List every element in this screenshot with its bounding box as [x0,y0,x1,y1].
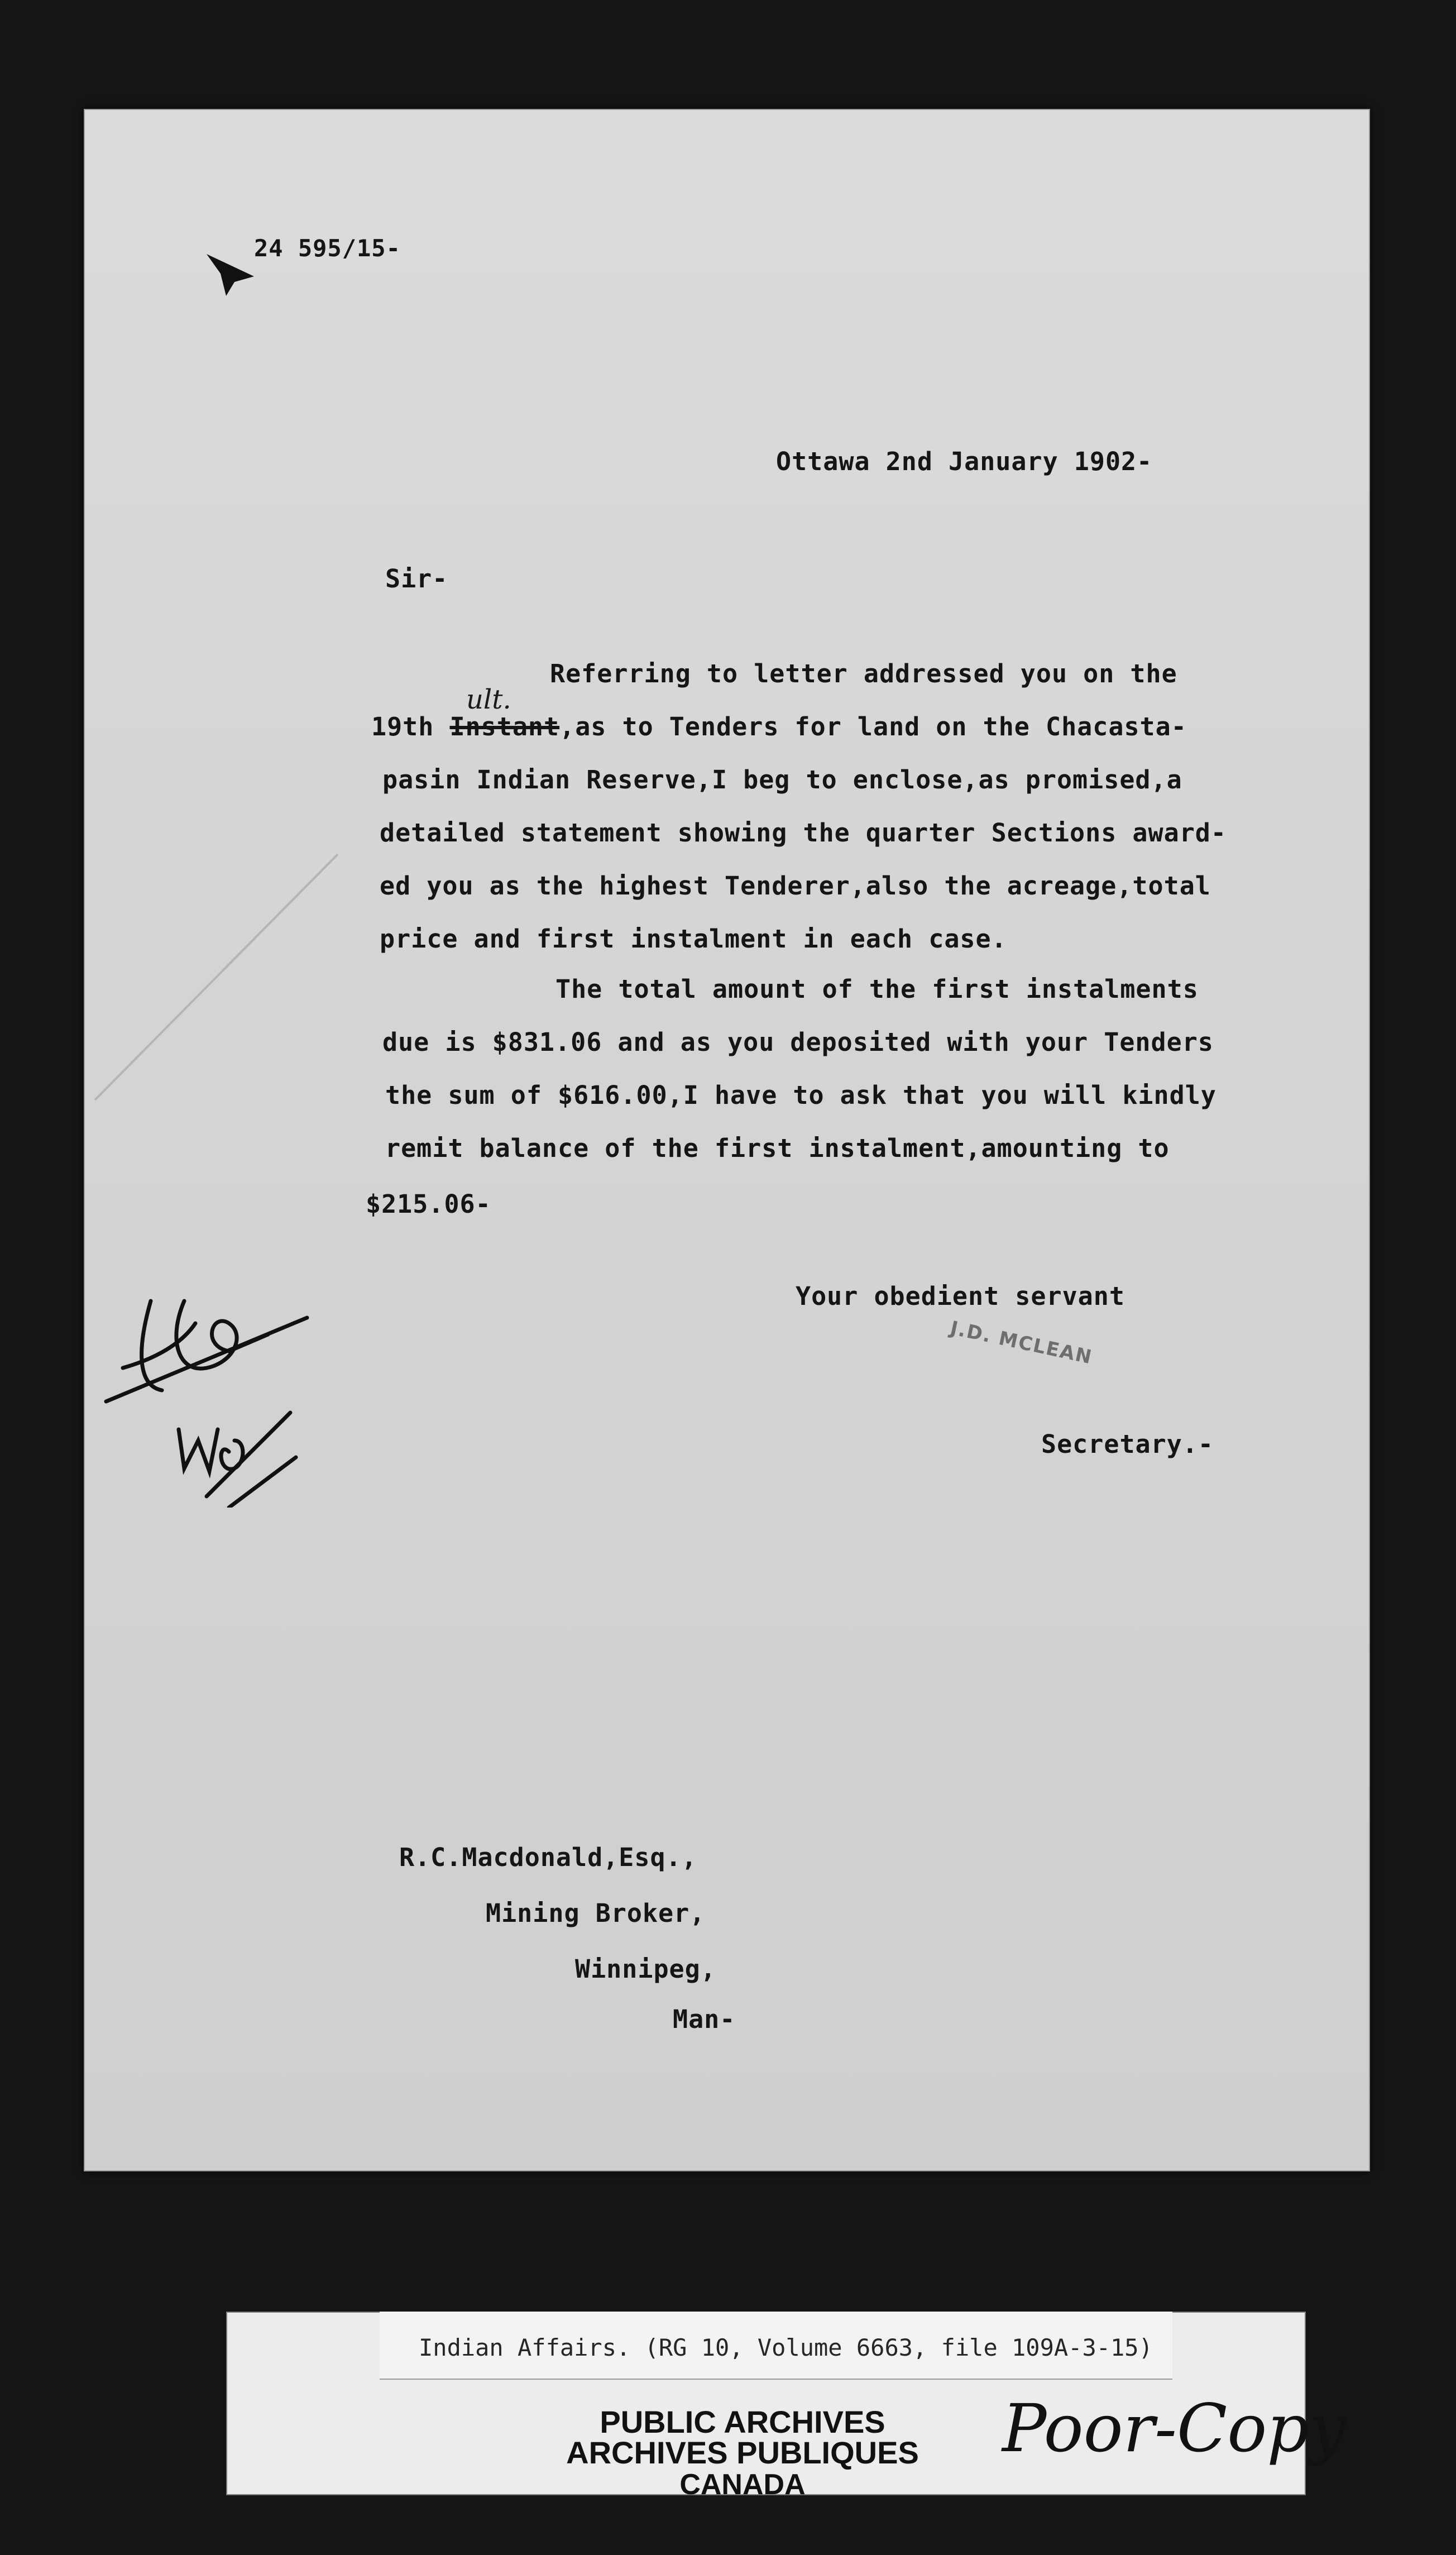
body-line-2 [371,712,1187,741]
archive-file-label: Indian Affairs. (RG 10, Volume 6663, file 109A-3-15) [419,2334,1153,2361]
salutation: Sir- [385,564,448,594]
body-line-5: ed you as the highest Tenderer,also the acreage,total [380,871,1211,901]
signature-stamp: J.D. MCLEAN [948,1317,1095,1369]
address-province: Man- [673,2004,736,2034]
archive-logo-line-3: CANADA [679,2468,806,2501]
punch-mark-icon [201,248,262,299]
address-occupation: Mining Broker, [486,1898,706,1928]
body-line-7: The total amount of the first instalments [555,974,1199,1004]
poor-copy-note: Poor-Copy [1002,2390,1347,2467]
handwritten-correction: ult. [466,684,511,715]
archive-logo-line-2: ARCHIVES PUBLIQUES [566,2435,919,2470]
address-name: R.C.Macdonald,Esq., [399,1843,697,1872]
body-line-1: Referring to letter addressed you on the [550,659,1177,688]
body-line-9: the sum of $616.00,I have to ask that you will kindly [385,1080,1216,1110]
body-line-6: price and first instalment in each case. [380,924,1007,954]
file-reference: 24 595/15- [254,235,401,262]
address-city: Winnipeg, [575,1954,716,1984]
signatory-title: Secretary.- [1041,1429,1214,1459]
handwritten-initials [100,1256,335,1508]
archive-logo-line-1: PUBLIC ARCHIVES [600,2404,885,2439]
struck-word: Instant [449,712,560,741]
closing: Your obedient servant [796,1281,1125,1311]
body-line-2-text: ,as to Tenders for land on the Chacasta- [559,712,1187,741]
body-line-10: remit balance of the first instalment,amounting to [385,1133,1170,1163]
body-line-8: due is $831.06 and as you deposited with your Tenders [382,1027,1214,1057]
day-text: 19th [371,712,450,741]
margin-line [89,849,346,1106]
balance-amount: $215.06- [366,1189,491,1219]
body-line-4: detailed statement showing the quarter Sections award- [380,818,1227,848]
body-line-3: pasin Indian Reserve,I beg to enclose,as promised,a [382,765,1182,795]
letter-date: Ottawa 2nd January 1902- [776,447,1153,476]
